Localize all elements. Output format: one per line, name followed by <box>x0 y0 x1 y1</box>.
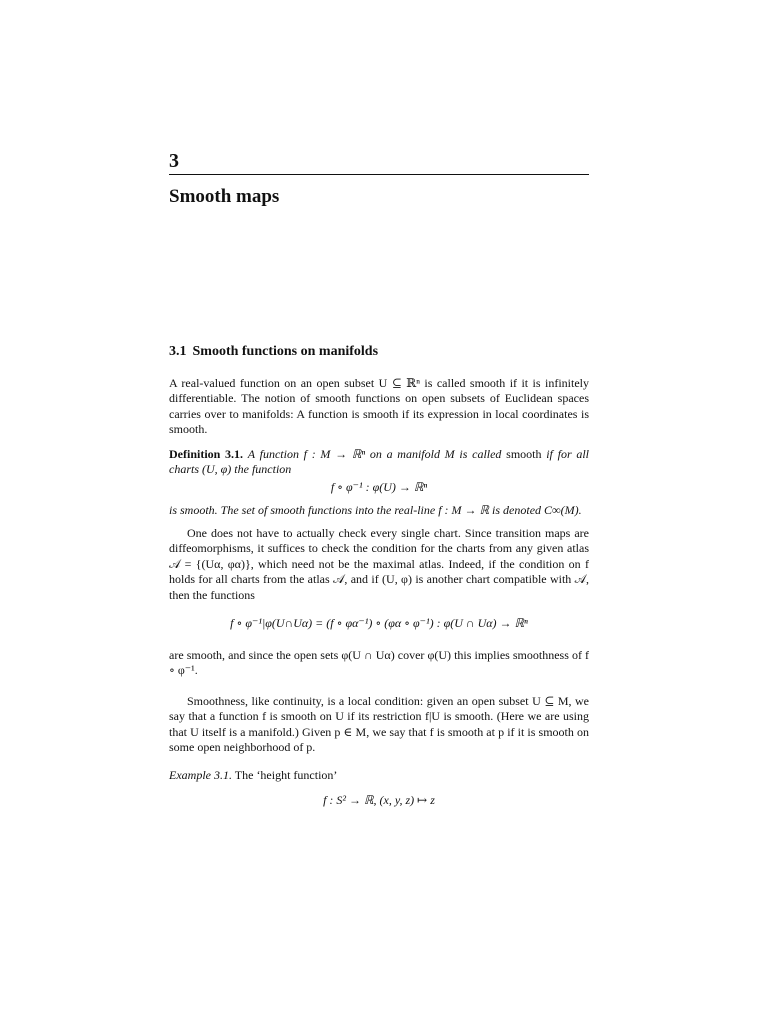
section-title: Smooth functions on manifolds <box>192 344 379 359</box>
paragraph-local: Smoothness, like continuity, is a local condition: given an open subset U ⊆ M, we say that a function f is smooth on U if its restriction f|U is smooth. (Here we are using that U itself is a manifold.) Given p ∈ M, we say that f is smooth at p if it is smooth on some open neighborhood of p. <box>169 694 589 755</box>
definition-block <box>169 447 589 478</box>
example-formula: f : S² → ℝ, (x, y, z) ↦ z <box>323 793 435 807</box>
definition-formula: f ∘ φ⁻¹ : φ(U) → ℝⁿ <box>330 480 428 494</box>
example-head: Example 3.1. <box>169 768 232 782</box>
chapter-rule <box>169 174 589 175</box>
chapter-title: Smooth maps <box>169 186 280 207</box>
paragraph-intro: A real-valued function on an open subset U ⊆ ℝⁿ is called smooth if it is infinitely differentiable. The notion of smooth functions on open subsets of Euclidean spaces carries over to manifolds: A function is smooth if its expression in local coordinates is smooth. <box>169 376 589 437</box>
example-block <box>169 768 589 783</box>
definition-head: Definition 3.1. <box>169 447 244 461</box>
definition-text-b: if for all charts (U, φ) the function <box>169 447 589 477</box>
definition-text-c: is smooth. The set of smooth functions into the real-line f : M → ℝ is denoted C∞(M). <box>169 503 582 517</box>
section-number: 3.1 <box>169 344 187 359</box>
section-heading <box>169 344 378 360</box>
paragraph-conclusion: are smooth, and since the open sets φ(U ∩ Uα) cover φ(U) this implies smoothness of f ∘ φ⁻¹. <box>169 648 589 678</box>
definition-text-a: A function f : M → ℝⁿ on a manifold M is called <box>247 447 502 461</box>
definition-keyword: smooth <box>506 447 542 461</box>
transition-formula: f ∘ φ⁻¹|φ(U∩Uα) = (f ∘ φα⁻¹) ∘ (φα ∘ φ⁻¹) : φ(U ∩ Uα) → ℝⁿ <box>230 616 528 630</box>
chapter-number: 3 <box>169 150 179 172</box>
paragraph-atlas: One does not have to actually check every single chart. Since transition maps are diffeomorphisms, it suffices to check the condition for the charts from any given atlas 𝒜 = {(Uα, φα)}, which need not be the maximal atlas. Indeed, if the condition on f holds for all charts from the atlas 𝒜, and if (U, φ) is another chart compatible with 𝒜, then the functions <box>169 526 589 602</box>
example-text: The ‘height function’ <box>234 768 338 782</box>
